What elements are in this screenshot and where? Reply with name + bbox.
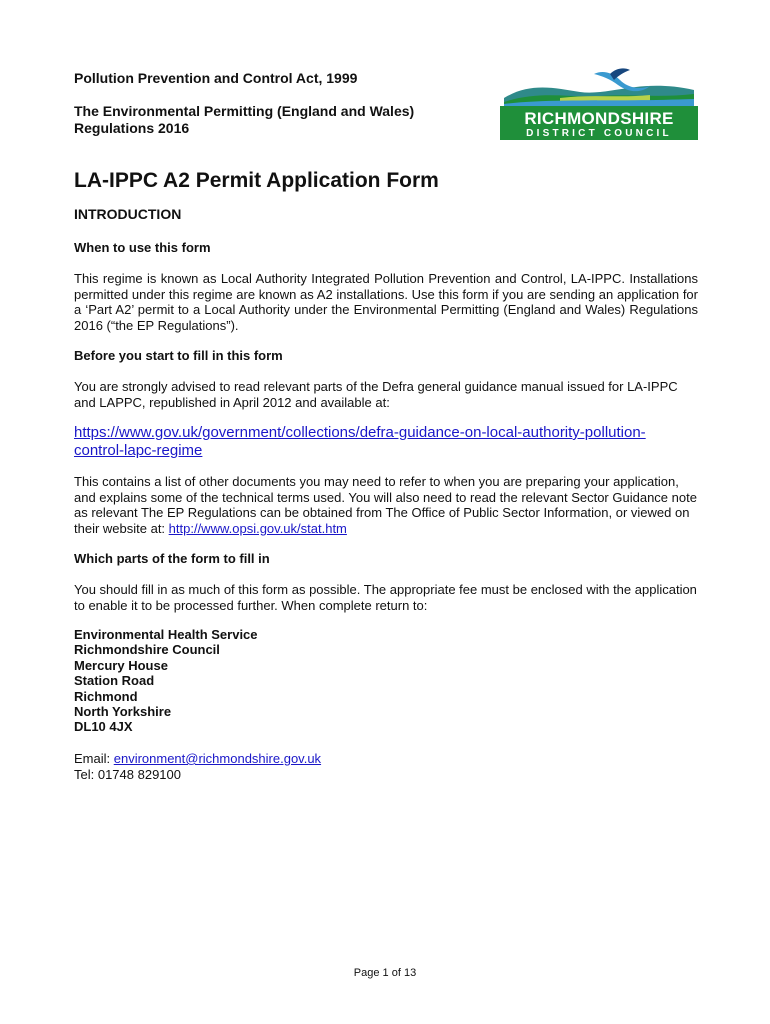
regulations-line-1: The Environmental Permitting (England and Wales) [74, 103, 415, 119]
defra-link-line-1[interactable]: https://www.gov.uk/government/collections/defra-guidance-on-local-authority-pollution- [74, 424, 646, 441]
act-heading: Pollution Prevention and Control Act, 1999 [74, 70, 358, 86]
before-you-start-body: You are strongly advised to read relevant parts of the Defra general guidance manual issued for LA-IPPC and LAPPC, republished in April 2012 and available at: [74, 379, 678, 410]
address-line: Richmondshire Council [74, 642, 220, 658]
address-line: Richmond [74, 688, 138, 704]
address-line: Environmental Health Service [74, 627, 258, 642]
telephone: Tel: 01748 829100 [74, 766, 181, 782]
address-line: Mercury House [74, 657, 168, 673]
introduction-heading: INTRODUCTION [74, 206, 182, 222]
richmondshire-logo [500, 68, 698, 140]
which-parts-body: You should fill in as much of this form as possible. The appropriate fee must be enclosed with the application to enable it to be processed further. When complete return to: [74, 582, 697, 613]
email-link[interactable]: environment@richmondshire.gov.uk [113, 751, 322, 766]
before-you-start-heading: Before you start to fill in this form [74, 348, 283, 363]
logo-name-line2: DISTRICT COUNCIL [526, 128, 672, 139]
page-number: Page 1 of 13 [353, 967, 417, 979]
address-line: DL10 4JX [74, 719, 133, 735]
defra-guidance-link[interactable] [74, 424, 698, 460]
address-line: Station Road [74, 673, 155, 689]
contact-details [74, 751, 321, 782]
return-address [74, 627, 258, 735]
regulations-line-2: Regulations 2016 [74, 120, 190, 136]
email-label: Email: [74, 751, 114, 766]
email-line [74, 751, 321, 767]
documents-paragraph [74, 474, 698, 536]
page-title: LA-IPPC A2 Permit Application Form [74, 169, 439, 192]
when-to-use-heading: When to use this form [74, 240, 211, 255]
defra-link-line-2[interactable]: control-lapc-regime [74, 442, 203, 459]
address-line: North Yorkshire [74, 704, 172, 720]
opsi-link[interactable]: http://www.opsi.gov.uk/stat.htm [168, 520, 347, 536]
when-to-use-body: This regime is known as Local Authority Integrated Pollution Prevention and Control, LA-IPPC. Installations permitted under this regime are known as A2 installations. Use this form if you are sending an application for a ‘Part A2’ permit to a Local Authority under the Environmental Permitting (England and Wales) Regulations 2016 (“the EP Regulations”). [74, 271, 698, 333]
documents-body: This contains a list of other documents you may need to refer to when you are preparing your application, and explains some of the technical terms used. You will also need to read the relevant Sector Guidance note as relevant The EP Regulations can be obtained from The Office of Public Sector Information, or viewed on their website at: [74, 474, 697, 536]
regulations-heading [74, 103, 474, 137]
logo-name-line1: RICHMONDSHIRE [524, 109, 674, 128]
which-parts-heading: Which parts of the form to fill in [74, 551, 270, 566]
